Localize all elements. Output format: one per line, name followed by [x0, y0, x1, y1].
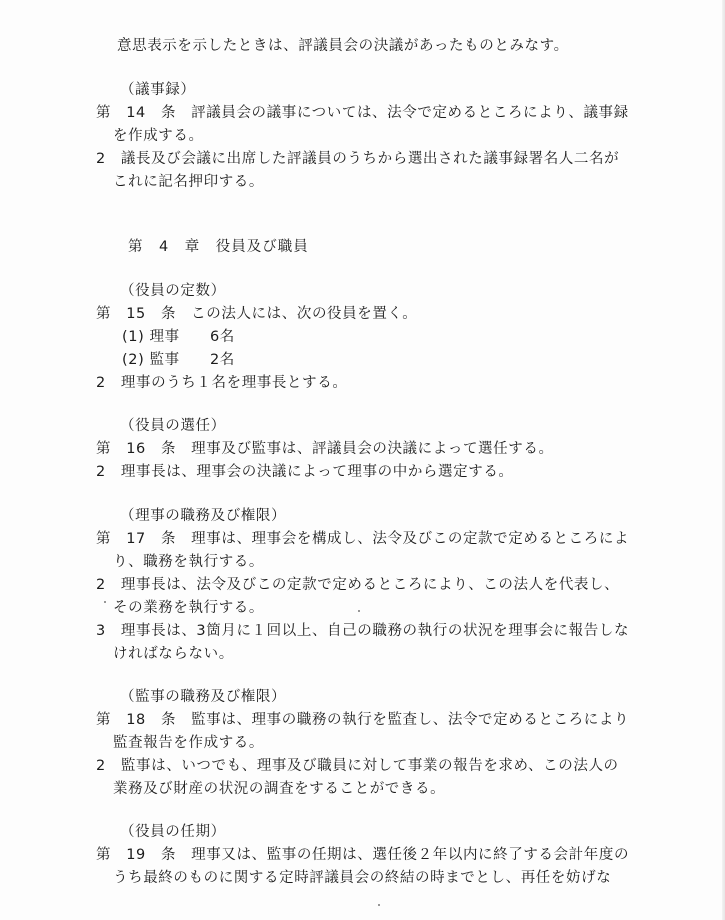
paragraph-line: 2 議長及び会議に出席した評議員のうちから選出された議事録署名人二名が: [96, 151, 620, 167]
text-line: を作成する。: [113, 128, 204, 144]
paragraph-line: 2 理事長は、法令及びこの定款で定めるところにより、この法人を代表し、: [96, 577, 620, 593]
article-line: 第 18 条 監事は、理事の職務の執行を監査し、法令で定めるところにより: [96, 712, 630, 728]
article-heading: （役員の選任）: [120, 418, 226, 434]
text-line: り、職務を執行する。: [113, 554, 264, 570]
list-item: (1) 理事 6名: [122, 329, 235, 345]
article-line: 第 17 条 理事は、理事会を構成し、法令及びこの定款で定めるところによ: [96, 531, 630, 547]
scan-speck: [104, 601, 106, 603]
scan-speck: [378, 904, 380, 906]
article-line: 第 19 条 理事又は、監事の任期は、選任後２年以内に終了する会計年度の: [96, 847, 630, 863]
article-line: 第 16 条 理事及び監事は、評議員会の決議によって選任する。: [96, 441, 554, 457]
text-line: ければならない。: [113, 646, 234, 662]
text-line: その業務を執行する。: [113, 600, 264, 616]
chapter-heading: 第 4 章 役員及び職員: [128, 239, 309, 255]
text-line: うち最終のものに関する定時評議員会の終結の時までとし、再任を妨げな: [113, 870, 612, 886]
article-line: 第 15 条 この法人には、次の役員を置く。: [96, 306, 418, 322]
article-heading: （役員の任期）: [120, 824, 226, 840]
article-heading: （監事の職務及び権限）: [120, 689, 287, 705]
text-line: これに記名押印する。: [113, 174, 264, 190]
article-heading: （役員の定数）: [120, 283, 226, 299]
scan-speck: [358, 610, 360, 612]
paragraph-line: 3 理事長は、3箇月に１回以上、自己の職務の執行の状況を理事会に報告しな: [96, 623, 630, 639]
paragraph-line: 2 監事は、いつでも、理事及び職員に対して事業の報告を求め、この法人の: [96, 758, 619, 774]
text-line: 業務及び財産の状況の調査をすることができる。: [113, 781, 446, 797]
text-line: 監査報告を作成する。: [113, 735, 264, 751]
article-line: 第 14 条 評議員会の議事については、法令で定めるところにより、議事録: [96, 105, 629, 121]
article-heading: （議事録）: [120, 82, 196, 98]
paragraph-line: 2 理事長は、理事会の決議によって理事の中から選定する。: [96, 464, 514, 480]
paragraph-line: 2 理事のうち１名を理事長とする。: [96, 375, 348, 391]
text-line: 意思表示を示したときは、評議員会の決議があったものとみなす。: [117, 38, 569, 54]
article-heading: （理事の職務及び権限）: [120, 508, 287, 524]
list-item: (2) 監事 2名: [122, 352, 235, 368]
